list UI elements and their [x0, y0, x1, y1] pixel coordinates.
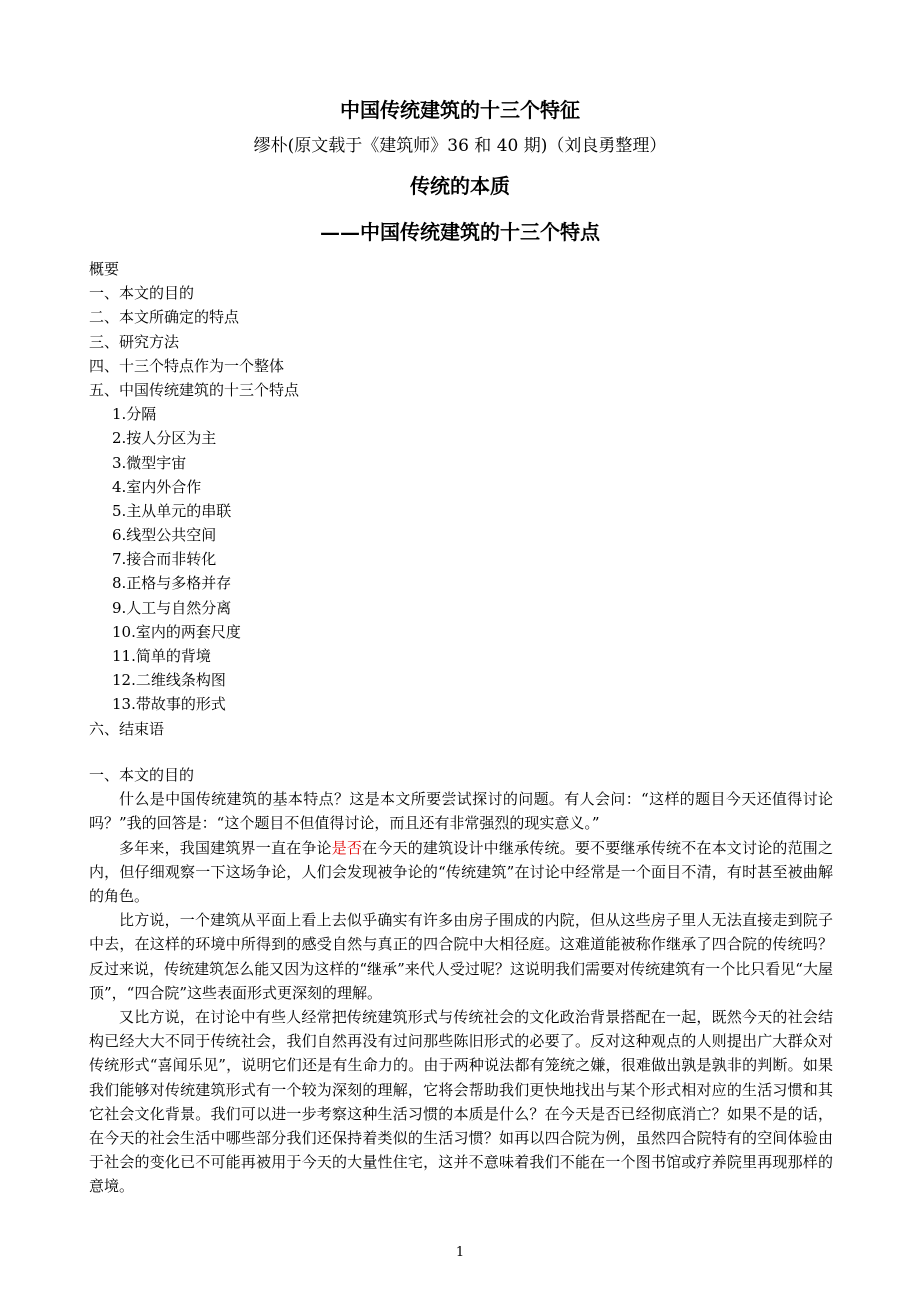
highlighted-word: 是否 [331, 838, 363, 857]
author-byline: 缪朴(原文载于《建筑师》36 和 40 期)（刘良勇整理） [253, 136, 667, 156]
table-of-contents [89, 257, 829, 741]
paragraph: 比方说，一个建筑从平面上看上去似乎确实有许多由房子围成的内院，但从这些房子里人无法直接走到院子中去，在这样的环境中所得到的感受自然与真正的四合院中大相径庭。这难道能被称作继承了四合院的传统吗？反过来说，传统建筑怎么能又因为这样的“继承”来代人受过呢？这说明我们需要对传统建筑有一个比只看见“大屋顶”，“四合院”这些表面形式更深刻的理解。 [89, 911, 833, 1002]
page-number: 1 [455, 1245, 465, 1260]
paragraph-text: 多年来，我国建筑界一直在争论 [119, 838, 332, 857]
toc-feature-item: 13.带故事的形式 [112, 695, 226, 714]
paragraph-with-highlight [89, 836, 833, 909]
toc-feature-item: 5.主从单元的串联 [112, 501, 232, 520]
toc-feature-item: 1.分隔 [112, 405, 157, 424]
sub-title: 传统的本质 [410, 174, 510, 198]
toc-feature-item: 6.线型公共空间 [112, 526, 217, 545]
toc-section-item: 六、结束语 [89, 719, 165, 738]
toc-feature-item: 10.室内的两套尺度 [112, 622, 241, 641]
toc-feature-item: 7.接合而非转化 [112, 550, 217, 569]
toc-section-item: 五、中国传统建筑的十三个特点 [89, 380, 300, 399]
toc-feature-item: 9.人工与自然分离 [112, 598, 232, 617]
paragraph-text: 在今天的建筑设计中继承传统。要不要继承传统不在本文讨论的范围之内，但仔细观察一下这场争论，人们会发现被争论的“传统建筑”在讨论中经常是一个面目不清，有时甚至被曲解的角色。 [89, 838, 833, 905]
paragraph: 又比方说，在讨论中有些人经常把传统建筑形式与传统社会的文化政治背景搭配在一起，既然今天的社会结构已经大大不同于传统社会，我们自然再没有过问那些陈旧形式的必要了。反对这种观点的人则提出广大群众对传统形式“喜闻乐见”，说明它们还是有生命力的。由于两种说法都有笼统之嫌，很难做出孰是孰非的判断。如果我们能够对传统建筑形式有一个较为深刻的理解，它将会帮助我们更快地找出与某个形式相对应的生活习惯和其它社会文化背景。我们可以进一步考察这种生活习惯的本质是什么？在今天是否已经彻底消亡？如果不是的话，在今天的社会生活中哪些部分我们还保持着类似的生活习惯？如再以四合院为例，虽然四合院特有的空间体验由于社会的变化已不可能再被用于今天的大量性住宅，这并不意味着我们不能在一个图书馆或疗养院里再现那样的意境。 [89, 1008, 833, 1196]
section-heading: 一、本文的目的 [89, 766, 195, 784]
toc-feature-item: 4.室内外合作 [112, 477, 202, 496]
toc-feature-item: 3.微型宇宙 [112, 453, 187, 472]
toc-section-item: 三、研究方法 [89, 332, 180, 351]
toc-feature-item: 12.二维线条构图 [112, 671, 226, 690]
toc-feature-item: 8.正格与多格并存 [112, 574, 232, 593]
toc-section-item: 二、本文所确定的特点 [89, 308, 240, 327]
toc-feature-item: 11.简单的背境 [112, 647, 211, 665]
toc-heading: 概要 [89, 260, 120, 278]
toc-feature-item: 2.按人分区为主 [112, 429, 217, 448]
toc-section-item: 四、十三个特点作为一个整体 [89, 356, 285, 375]
toc-section-item: 一、本文的目的 [89, 284, 195, 303]
paragraph: 什么是中国传统建筑的基本特点？这是本文所要尝试探讨的问题。有人会问：“这样的题目今天还值得讨论吗？”我的回答是：“这个题目不但值得讨论，而且还有非常强烈的现实意义。” [89, 790, 833, 833]
body-text [89, 763, 833, 1199]
sub-title-dash: ——中国传统建筑的十三个特点 [320, 220, 600, 244]
main-title: 中国传统建筑的十三个特征 [340, 98, 580, 122]
